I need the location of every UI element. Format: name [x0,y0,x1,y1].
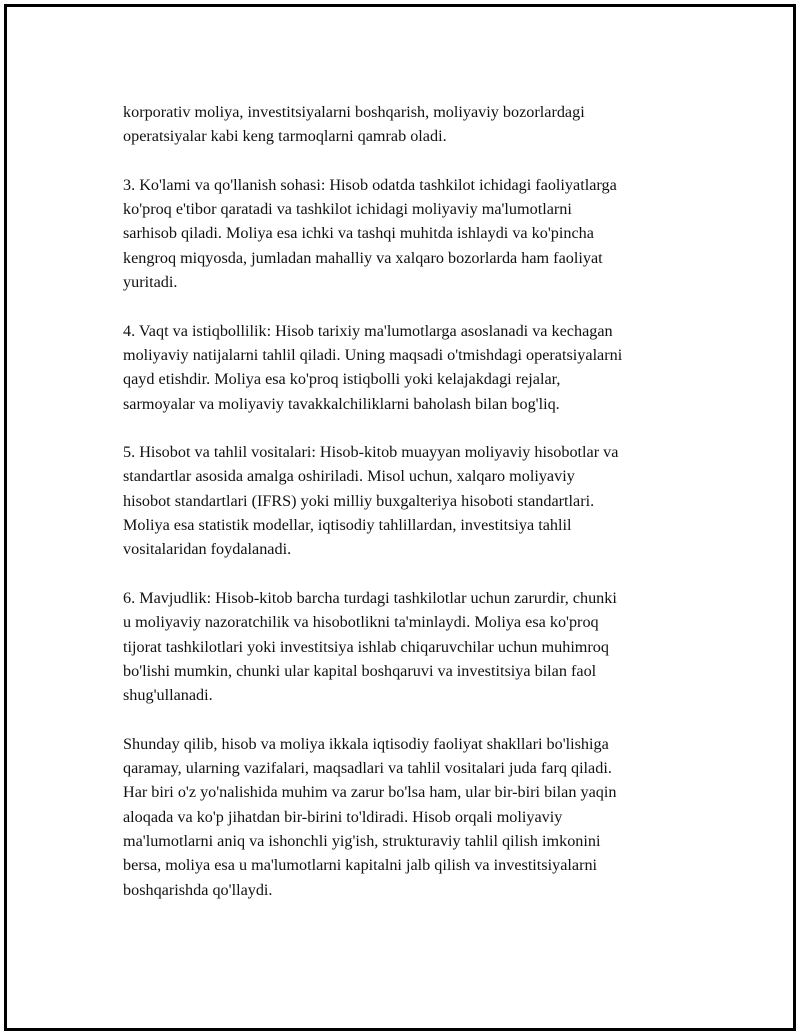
text-line: qaramay, ularning vazifalari, maqsadlari va tahlil vositalari juda farq qiladi. [123,759,612,778]
text-line: korporativ moliya, investitsiyalarni boshqarish, moliyaviy bozorlardagi [123,103,585,121]
text-line: aloqada va ko'p jihatdan bir-birini to'ldiradi. Hisob orqali moliyaviy [123,807,563,826]
text-line: Shunday qilib, hisob va moliya ikkala iqtisodiy faoliyat shakllari bo'lishiga [123,734,609,753]
page-border-frame [4,4,796,1031]
text-line: operatsiyalar kabi keng tarmoqlarni qamrab oladi. [123,127,447,146]
text-line: hisobot standartlari (IFRS) yoki milliy buxgalteriya hisoboti standartlari. [123,491,595,510]
text-line: sarmoyalar va moliyaviy tavakkalchiliklarni baholash bilan bog'liq. [123,394,560,413]
text-line: 3. Ko'lami va qo'llanish sohasi: Hisob odatda tashkilot ichidagi faoliyatlarga [123,175,617,194]
text-line: boshqarishda qo'llaydi. [123,880,273,899]
text-line: 4. Vaqt va istiqbollilik: Hisob tarixiy ma'lumotlarga asoslanadi va kechagan [123,321,613,340]
document-body [123,100,713,926]
text-line: standartlar asosida amalga oshiriladi. Misol uchun, xalqaro moliyaviy [123,467,575,486]
text-line: ma'lumotlarni aniq va ishonchli yig'ish, strukturaviy tahlil qilish imkonini [123,831,601,850]
paragraph-continuation [123,100,713,149]
text-line: bersa, moliya esa u ma'lumotlarni kapitalni jalb qilish va investitsiyalarni [123,856,598,875]
text-line: u moliyaviy nazoratchilik va hisobotlikni ta'minlaydi. Moliya esa ko'proq [123,613,599,632]
paragraph-availability [123,586,713,707]
text-line: qayd etishdir. Moliya esa ko'proq istiqbolli yoki kelajakdagi rejalar, [123,370,561,389]
paragraph-time-perspective [123,319,713,416]
text-line: moliyaviy natijalarni tahlil qiladi. Uning maqsadi o'tmishdagi operatsiyalarni [123,345,623,364]
text-line: kengroq miqyosda, jumladan mahalliy va xalqaro bozorlarda ham faoliyat [123,248,603,267]
text-line: ko'proq e'tibor qaratadi va tashkilot ichidagi moliyaviy ma'lumotlarni [123,200,572,219]
text-line: yuritadi. [123,273,178,292]
text-line: Har biri o'z yo'nalishida muhim va zarur bo'lsa ham, ular bir-biri bilan yaqin [123,783,617,802]
text-line: 6. Mavjudlik: Hisob-kitob barcha turdagi tashkilotlar uchun zarurdir, chunki [123,588,617,607]
text-line: bo'lishi mumkin, chunki ular kapital boshqaruvi va investitsiya bilan faol [123,661,597,680]
text-line: vositalaridan foydalanadi. [123,540,292,559]
text-line: Moliya esa statistik modellar, iqtisodiy tahlillardan, investitsiya tahlil [123,516,572,535]
text-line: 5. Hisobot va tahlil vositalari: Hisob-kitob muayyan moliyaviy hisobotlar va [123,443,619,462]
text-line: tijorat tashkilotlari yoki investitsiya ishlab chiqaruvchilar uchun muhimroq [123,637,609,656]
paragraph-reporting-tools [123,440,713,561]
paragraph-scope [123,173,713,294]
paragraph-conclusion [123,732,713,902]
text-line: shug'ullanadi. [123,686,213,705]
text-line: sarhisob qiladi. Moliya esa ichki va tashqi muhitda ishlaydi va ko'pincha [123,224,594,243]
